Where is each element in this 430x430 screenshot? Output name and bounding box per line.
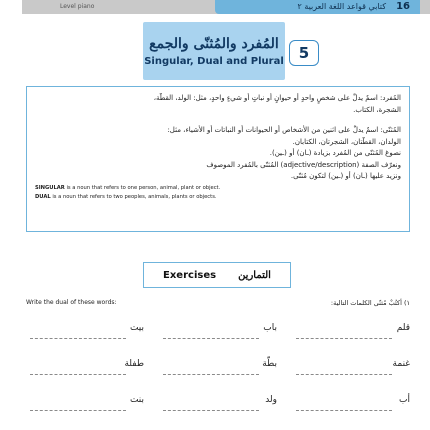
explanation-line: المُفرد: اسمٌ يدلُّ على شخصٍ واحدٍ أو حيوانٍ أو نباتٍ أو شيءٍ واحدٍ، مثل: الولد، القطّة، (153, 94, 401, 102)
definition-text: is a noun that refers to one person, animal, plant or object. (64, 184, 221, 191)
definition-text: is a noun that refers to two peoples, animals, plants or objects. (50, 194, 217, 200)
level-tag: Level piano (60, 3, 95, 10)
word-cell (292, 318, 410, 354)
answer-line[interactable] (163, 338, 259, 339)
answer-line[interactable] (30, 338, 126, 339)
term-dual: DUAL (35, 194, 51, 200)
answer-line[interactable] (30, 410, 126, 411)
word: غنمة (392, 359, 410, 369)
lesson-title-english: Singular, Dual and Plural (144, 55, 284, 67)
answer-line[interactable] (163, 374, 259, 375)
word-cell (292, 390, 410, 426)
word: ولد (265, 395, 277, 405)
answer-line[interactable] (296, 338, 392, 339)
lesson-title-box (143, 22, 285, 80)
word-cell (26, 354, 144, 390)
lesson-title-arabic: المُفرد والمُثنّى والجمع (149, 35, 279, 52)
answer-line[interactable] (296, 410, 392, 411)
word-cell (159, 318, 277, 354)
book-title: كتابي قواعد اللغة العربية ٢ (297, 2, 386, 11)
question-row (26, 299, 410, 311)
word: طفلة (124, 359, 144, 369)
header-bar (215, 0, 420, 14)
word: بيت (129, 323, 144, 333)
term-singular: SINGULAR (35, 184, 65, 191)
word-row (26, 354, 410, 390)
word-cell (26, 390, 144, 426)
word-cell (159, 354, 277, 390)
question-english: Write the dual of these words: (26, 299, 117, 306)
word-cell (26, 318, 144, 354)
page-number: 16 (396, 1, 410, 12)
exercises-label-arabic: التمارين (238, 269, 271, 281)
explanation-line: الشجرة، الكتاب. (353, 105, 401, 114)
top-bar (0, 0, 430, 14)
explanation-line: ونزيد عليها (ـان) أو (ـين) لتكون مُثنّى. (290, 172, 401, 180)
answer-line[interactable] (30, 374, 126, 375)
word: أب (399, 395, 410, 405)
exercises-label-english: Exercises (163, 269, 217, 281)
definition-singular (35, 185, 401, 193)
word-cell (292, 354, 410, 390)
question-arabic: ١) أكتُبْ مُثنّى الكلمات التالية: (330, 299, 410, 307)
explanation-line: ونعرّف الصفة (adjective/description) المُثنّى بالمُفرد الموصوف (206, 160, 401, 169)
explanation-line: الولدان، القطّتان، الشجرتان، الكتابان. (292, 137, 401, 146)
definition-dual (35, 194, 401, 202)
word: باب (263, 323, 277, 333)
word: قلم (396, 323, 410, 333)
word: بطّة (262, 359, 277, 369)
word-row (26, 390, 410, 426)
answer-line[interactable] (163, 410, 259, 411)
explanation-line: المُثنّى: اسمٌ يدلُّ على اثنين من الأشخاص أو الحيوانات أو النباتات أو الأشياء، مثل: (167, 126, 401, 134)
explanation-line: نصوغ المُثنّى من المُفرد بزيادة (ـان) أو (ـين). (269, 149, 401, 157)
answer-line[interactable] (296, 374, 392, 375)
word-row (26, 318, 410, 354)
exercises-heading (143, 262, 291, 288)
word-grid (26, 318, 410, 426)
word: بنت (129, 395, 144, 405)
lesson-number-badge: 5 (289, 40, 319, 66)
word-cell (159, 390, 277, 426)
explanation-box (26, 86, 410, 232)
